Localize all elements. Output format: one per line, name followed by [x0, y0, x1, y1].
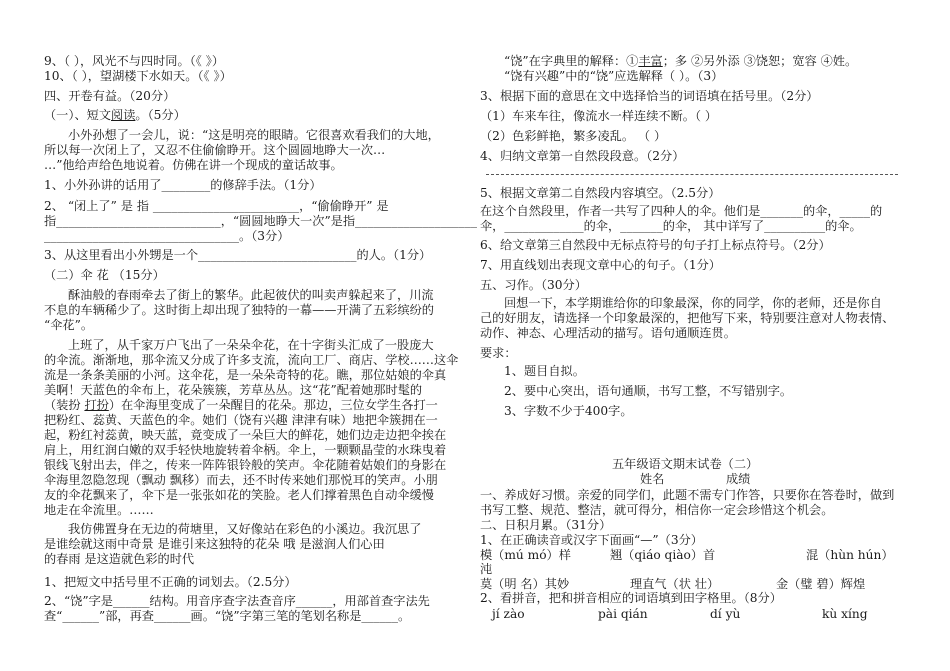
pinyin-word: kù xíng [822, 607, 868, 621]
passage-1-heading-underlined: 阅读 [111, 108, 136, 122]
definition-text: “饶”在字典里的解释：① [504, 54, 639, 68]
section-2-heading: 二、日积月累。（31分） [480, 518, 612, 532]
passage-2-question-3-item: （2）色彩鲜艳，繁多凌乱。 （ ） [480, 129, 667, 143]
section-2-question-1: 1、在正确读音或汉字下面画“—”（3分） [480, 533, 703, 547]
passage-2-line: 美啊！天蓝色的伞布上，花朵簇簇，芳草丛丛。这“花”配着她那时髦的 [44, 383, 423, 397]
passage-2-line: 上班了，从千家万户飞出了一朵朵伞花，在十字街头汇成了一股庞大 [68, 338, 434, 352]
answer-dashed-line [486, 174, 898, 175]
passage-2-question-3-item: （1）车来车往，像流水一样连续不断。（ ） [480, 109, 718, 123]
character-choice: 莫（明 名）其妙 [480, 577, 570, 591]
pinyin-choice: 模（mú mó）样 [480, 548, 571, 562]
section-1-text: 一、养成好习惯。亲爱的同学们，此题不需专门作答，只要你在答卷时，做到 [480, 488, 895, 502]
passage-2-line: 的春雨 是这造就色彩的时代 [44, 552, 195, 566]
pinyin-word: pài qián [598, 607, 648, 621]
passage-2-line: 起，粉红衬蕊黄，映天蓝，竟变成了一朵巨大的鲜花，她们边走边把伞挨在 [44, 428, 447, 442]
composition-prompt-line: 回想一下，本学期谁给你的印象最深，你的同学，你的老师，还是你自 [504, 296, 882, 310]
section-1-text: 书写工整、规范、整洁，就可得分，相信你一定会珍惜这个机会。 [480, 503, 834, 517]
passage-2-line: 是谁绘就这雨中奇景 是谁引来这独特的花朵 哦 是滋润人们心田 [44, 537, 385, 551]
passage-2-question-6: 6、给文章第三自然段中无标点符号的句子打上标点符号。（2分） [480, 238, 831, 252]
passage-1-question-2-cont: ________________________________。（3分） [44, 229, 290, 243]
passage-2-question-4: 4、归纳文章第一自然段段意。（2分） [480, 149, 685, 163]
passage-2-line: 不息的车辆稀少了。这时街上却出现了独特的一幕——开满了五彩缤纷的 [44, 303, 434, 317]
pinyin-word: jí zào [492, 607, 525, 621]
passage-2-text: （装扮 [44, 398, 85, 412]
passage-2-line: “伞花”。 [44, 318, 94, 332]
passage-1-heading-prefix: （一）、短文 [44, 108, 112, 122]
passage-2-line: 酥油般的春雨牵去了街上的繁华。此起彼伏的叫卖声躲起来了，川流 [68, 288, 434, 302]
passage-1-question-3: 3、从这里看出小外甥是一个__________________________的人。（1分） [44, 248, 432, 262]
character-choice: 金（璧 碧）辉煌 [776, 577, 866, 591]
passage-2-question-5-line: 伞，_____________的伞，_______的伞， 其中详写了__________的伞。 [480, 219, 862, 233]
requirement-item: 3、字数不少于400字。 [504, 404, 633, 418]
passage-2-question-5: 5、根据文章第二自然段内容填空。（2.5分） [480, 186, 721, 200]
passage-2-line: 流是一条条美丽的小河。这伞花，是一朵朵奇特的花。瞧，那位姑娘的伞真 [44, 368, 447, 382]
passage-1-line: 小外孙想了一会儿，说：“这是明亮的眼睛。它很喜欢看我们的大地， [68, 128, 440, 142]
section-4-heading: 四、开卷有益。（20分） [44, 89, 176, 103]
passage-2-line [44, 398, 438, 413]
passage-2-underlined-word: 打扮 [84, 398, 109, 412]
exam-2-title: 五年级语文期末试卷（二） [612, 457, 759, 471]
question-9: 9、（ ），风光不与四时同。（《 》） [44, 54, 225, 68]
passage-2-question-2: 2、“饶”字是______结构。用音序查字法查音序______，用部首查字法先 [44, 594, 430, 608]
passage-2-line: 我仿佛置身在无边的荷塘里，又好像站在彩色的小溪边。我沉思了 [68, 522, 422, 536]
section-5-heading: 五、习作。（30分） [480, 278, 587, 292]
requirement-item: 1、题目自拟。 [504, 364, 585, 378]
passage-1-question-2-cont: 指___________________________，“圆圆地睁大一次”是指____________________ [44, 214, 477, 228]
composition-prompt-line: 己的好朋友，请选择一个印象最深的，把他写下来，特别要注意对人物表情、 [480, 311, 895, 325]
dictionary-definition [504, 54, 857, 69]
passage-2-heading: （二）伞 花 （15分） [44, 268, 165, 282]
section-2-question-2: 2、看拼音，把和拼音相应的词语填到田字格里。（8分） [480, 591, 782, 605]
passage-2-line: 伞海里忽隐忽现（飘动 飘移）而去，还不时传来她们那悦耳的笑声。小朋 [44, 473, 438, 487]
passage-2-question-7: 7、用直线划出表现文章中心的句子。（1分） [480, 258, 721, 272]
passage-2-question-1: 1、把短文中括号里不正确的词划去。（2.5分） [44, 575, 297, 589]
passage-2-question-5-line: 在这个自然段里，作者一共写了四种人的伞。他们是_______的伞，_____的 [480, 204, 883, 218]
passage-1-line: …”他给声给色地说着。仿佛在讲一个现成的童话故事。 [44, 158, 343, 172]
pinyin-choice: 混（hùn hún） [806, 548, 894, 562]
passage-1-question-2: 2、 “闭上了” 是 指 ________________________，“偷偷睁开” 是 [44, 199, 389, 213]
passage-1-line: 所以每一次闭上了，又忍不住偷偷睁开。这个圆圆地睁大一次… [44, 143, 386, 157]
passage-2-question-2-cont: 查“______”部，再查______画。“饶”字第三笔的笔划名称是______。 [44, 609, 411, 623]
definition-text: ；多 ②另外添 ③饶恕；宽容 ④姓。 [662, 54, 858, 68]
passage-1-heading-suffix: 。（5分） [135, 108, 186, 122]
name-label: 姓名 [640, 472, 665, 486]
question-10: 10、（ ），望湖楼下水如天。（《 》） [44, 69, 232, 83]
passage-2-question-3: 3、根据下面的意思在文中选择恰当的词语填在括号里。（2分） [480, 89, 819, 103]
requirements-heading: 要求： [480, 346, 517, 360]
character-choice: 理直气（状 壮） [630, 577, 720, 591]
pinyin-choice-cont: 沌 [480, 562, 493, 576]
pinyin-word: dí yù [710, 607, 741, 621]
definition-choice: “饶有兴趣”中的“饶”应选解释（ ）。（3） [504, 69, 724, 83]
passage-2-line: 把粉红、蕊黄、天蓝色的伞。她们（饶有兴趣 津津有味）地把伞簇拥在一 [44, 413, 438, 427]
passage-2-text: ）在伞海里变成了一朵醒目的花朵。那边，三位女学生各打一 [108, 398, 438, 412]
passage-2-line: 银线飞射出去，伴之，传来一阵阵银铃般的笑声。伞花随着姑娘们的身影在 [44, 458, 447, 472]
composition-prompt-line: 动作、神态、心理活动的描写。语句通顺连贯。 [480, 326, 736, 340]
passage-2-line: 地走在伞流里。…… [44, 503, 154, 517]
score-label: 成绩 [726, 472, 751, 486]
pinyin-choice: 翘（qiáo qiào）首 [610, 548, 716, 562]
definition-underlined: 丰富 [638, 54, 663, 68]
passage-1-heading [44, 108, 186, 123]
passage-2-line: 的伞流。渐渐地，那伞流又分成了许多支流，流向工厂、商店、学校……这伞 [44, 353, 459, 367]
passage-1-question-1: 1、小外孙讲的话用了________的修辞手法。（1分） [44, 178, 322, 192]
passage-2-line: 肩上，用红润白嫩的双手轻快地旋转着伞柄。伞上，一颗颗晶莹的水珠曳着 [44, 443, 447, 457]
passage-2-line: 友的伞花飘来了，伞下是一张张如花的笑脸。老人们撑着黑色自动伞缓慢 [44, 488, 434, 502]
requirement-item: 2、要中心突出，语句通顺，书写工整，不写错别字。 [504, 384, 793, 398]
